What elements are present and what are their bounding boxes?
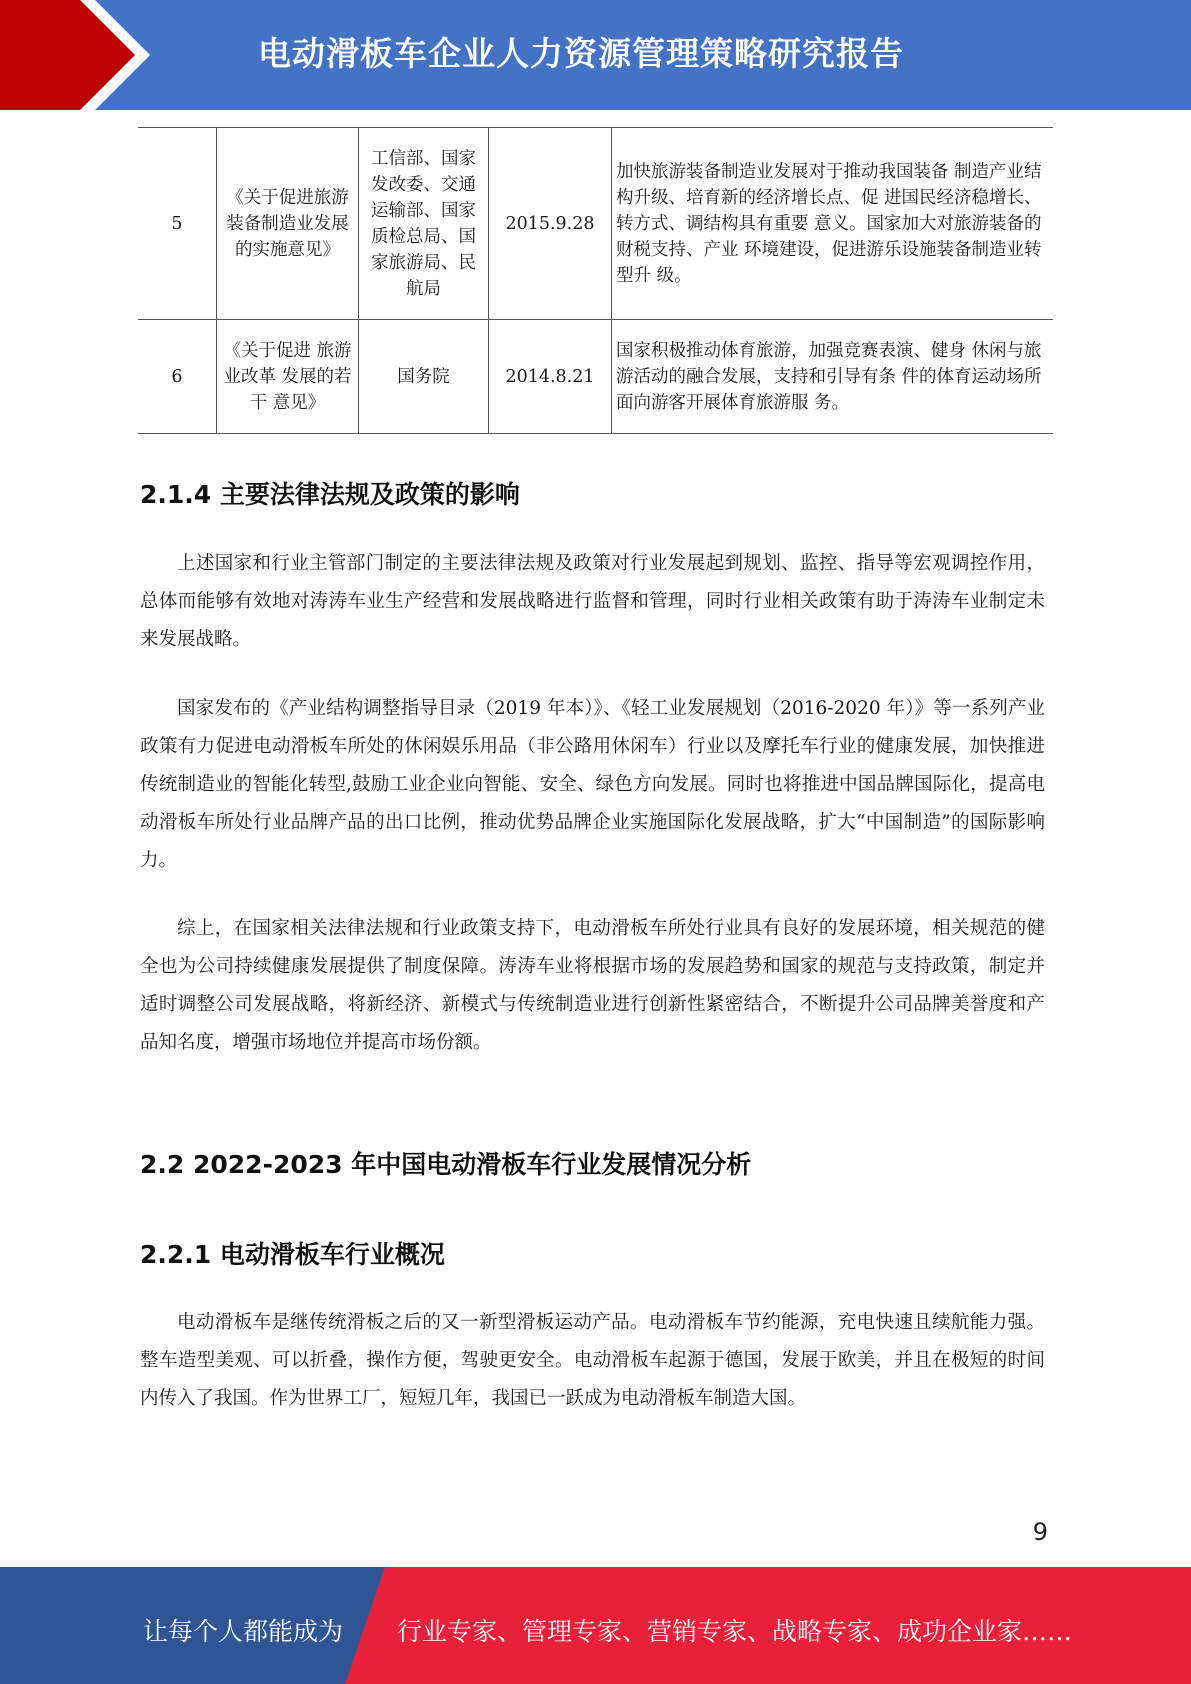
page-footer: [0, 1567, 1191, 1684]
policy-name: 《关于促进 旅游业改革 发展的若干 意见》: [217, 320, 359, 434]
table-row: [138, 128, 1053, 320]
policy-description: 国家积极推动体育旅游，加强竞赛表演、健身 休闲与旅游活动的融合发展，支持和引导有条 件的体育运动场所面向游客开展体育旅游服 务。: [612, 320, 1054, 434]
policy-name: 《关于促进旅游装备制造业发展的实施意见》: [217, 128, 359, 320]
page-header: [0, 0, 1191, 110]
footer-slogan-left: 让每个人都能成为: [143, 1617, 344, 1646]
paragraph: 上述国家和行业主管部门制定的主要法律法规及政策对行业发展起到规划、监控、指导等宏观调控作用，总体而能够有效地对涛涛车业生产经营和发展战略进行监督和管理，同时行业相关政策有助于涛涛车业制定未来发展战略。: [140, 553, 1045, 650]
paragraph: 电动滑板车是继传统滑板之后的又一新型滑板运动产品。电动滑板车节约能源，充电快速且续航能力强。整车造型美观、可以折叠，操作方便，驾驶更安全。电动滑板车起源于德国，发展于欧美，并且在极短的时间内传入了我国。作为世界工厂，短短几年，我国已一跃成为电动滑板车制造大国。: [140, 1312, 1045, 1409]
issue-date: 2014.8.21: [489, 320, 612, 434]
report-title: 电动滑板车企业人力资源管理策略研究报告: [258, 34, 904, 73]
section-heading-2-2: 2.2 2022-2023 年中国电动滑板车行业发展情况分析: [140, 1150, 752, 1179]
paragraph: 国家发布的《产业结构调整指导目录（2019 年本）》、《轻工业发展规划（2016-2020 年）》等一系列产业政策有力促进电动滑板车所处的休闲娱乐用品（非公路用休闲车）行业以及摩托车行业的健康发展，加快推进传统制造业的智能化转型,鼓励工业企业向智能、安全、绿色方向发展。同时也将推进中国品牌国际化，提高电动滑板车所处行业品牌产品的出口比例，推动优势品牌企业实施国际化发展战略，扩大“中国制造”的国际影响力。: [140, 698, 1045, 871]
header-red-arrow-decoration: [0, 0, 155, 110]
issue-date: 2015.9.28: [489, 128, 612, 320]
issuing-department: 工信部、国家发改委、交通运输部、国家质检总局、国家旅游局、民航局: [359, 128, 489, 320]
row-number: 5: [138, 128, 217, 320]
policy-description: 加快旅游装备制造业发展对于推动我国装备 制造产业结构升级、培育新的经济增长点、促 进国民经济稳增长、转方式、调结构具有重要 意义。国家加大对旅游装备的财税支持、产业 环境建设，促进游乐设施装备制造业转型升 级。: [612, 128, 1054, 320]
issuing-department: 国务院: [359, 320, 489, 434]
footer-slogan-right: 行业专家、管理专家、营销专家、战略专家、成功企业家……: [397, 1617, 1073, 1646]
section-heading-2-2-1: 2.2.1 电动滑板车行业概况: [140, 1240, 445, 1269]
page-number: 9: [1032, 1518, 1048, 1546]
row-number: 6: [138, 320, 217, 434]
policy-table: [138, 127, 1053, 434]
paragraph: 综上，在国家相关法律法规和行业政策支持下，电动滑板车所处行业具有良好的发展环境，相关规范的健全也为公司持续健康发展提供了制度保障。涛涛车业将根据市场的发展趋势和国家的规范与支持政策，制定并适时调整公司发展战略，将新经济、新模式与传统制造业进行创新性紧密结合，不断提升公司品牌美誉度和产品知名度，增强市场地位并提高市场份额。: [140, 918, 1045, 1053]
table-row: [138, 320, 1053, 434]
section-heading-2-1-4: 2.1.4 主要法律法规及政策的影响: [140, 480, 520, 509]
